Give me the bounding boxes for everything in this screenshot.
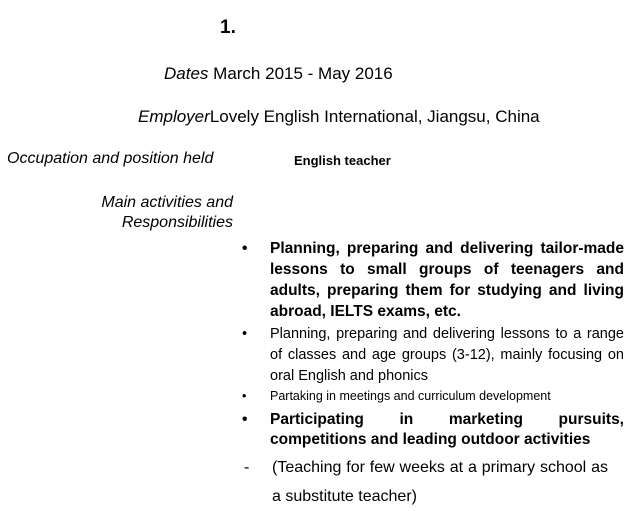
dash-icon: - bbox=[244, 459, 250, 476]
activity-text-3: Partaking in meetings and curriculum development bbox=[270, 389, 551, 403]
activity-item-4 bbox=[242, 410, 624, 450]
activities-label-line2: Responsibilities bbox=[121, 214, 233, 231]
activities-label bbox=[101, 193, 233, 233]
activity-item-3 bbox=[242, 388, 624, 404]
dates-label: Dates bbox=[164, 64, 209, 83]
employer-label: Employer bbox=[138, 107, 210, 126]
activity-text-4: Participating in marketing pursuits, competitions and leading outdoor activities bbox=[270, 411, 624, 448]
bullet-icon: • bbox=[242, 326, 248, 342]
bullet-icon: • bbox=[242, 411, 248, 428]
employer-row bbox=[138, 107, 540, 127]
activity-text-1: Planning, preparing and delivering tailor-made lessons to small groups of teenagers and adults, preparing them for studying and living abroad, IELTS exams, etc. bbox=[270, 240, 624, 320]
activity-text-2: Planning, preparing and delivering lessons to a range of classes and age groups (3-12), mainly focusing on oral English and phonics bbox=[270, 326, 624, 384]
occupation-value: English teacher bbox=[294, 153, 391, 168]
dates-value: March 2015 - May 2016 bbox=[213, 64, 393, 83]
dates-row bbox=[164, 64, 393, 84]
activities-label-line1: Main activities and bbox=[101, 194, 233, 211]
bullet-icon: • bbox=[242, 389, 247, 403]
activity-item-2 bbox=[242, 324, 624, 387]
activity-note bbox=[244, 453, 608, 511]
employer-value: Lovely English International, Jiangsu, China bbox=[209, 107, 540, 126]
occupation-label: Occupation and position held bbox=[7, 150, 214, 167]
activity-note-text: (Teaching for few weeks at a primary school as a substitute teacher) bbox=[272, 459, 608, 505]
section-number: 1. bbox=[220, 17, 236, 38]
activity-item-1 bbox=[242, 238, 624, 322]
bullet-icon: • bbox=[242, 240, 248, 257]
